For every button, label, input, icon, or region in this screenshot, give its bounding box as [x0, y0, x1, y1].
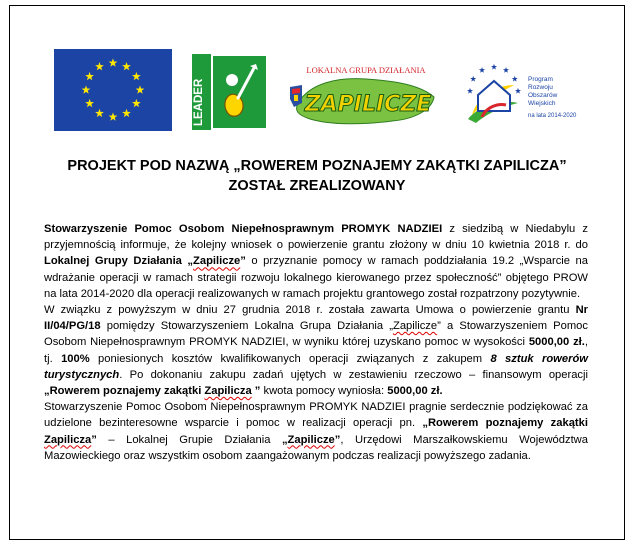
prow-line-4: Wiejskich [528, 100, 556, 107]
text-span: o przyznanie pomocy w ramach poddziałania 19.2 „Wsparcie na wdrażanie operacji w ramach strategii rozwoju lokalnego kierowanego przez społeczność” objętego PROW na lata 2014-2020 dla operacji realizowanych w ramach projektu grantowego został rozpatrzony pozytywnie. [44, 255, 588, 300]
prow-line-1: Program [528, 76, 553, 83]
text-span: poniesionych kosztów kwalifikowanych operacji związanych z zakupem [89, 352, 491, 365]
logo-bar [0, 0, 634, 130]
title-line-2: ZOSTAŁ ZREALIZOWANY [228, 178, 406, 194]
leader-text: LEADER [193, 78, 205, 126]
text-span: z siedzibą w Niedabylu z przyjemnością informuje, że kolejny wniosek o powierzenie grantu złożony w dniu 10 kwietnia 2018 r. do [44, 223, 589, 252]
document-body [44, 221, 588, 464]
prow-star-icon [479, 67, 485, 73]
paragraph-3 [44, 399, 588, 464]
prow-star-icon [491, 64, 497, 70]
amount: 5000,00 zł. [528, 336, 585, 349]
quote-open: „ [281, 433, 288, 446]
text-span: pomiędzy Stowarzyszeniem Lokalna Grupa Działania „ [100, 320, 393, 333]
text-span: , Urzędowi Marszałkowskiemu Województwa Mazowieckiego oraz wszystkim osobom zaangażowanym podczas realizacji powyższego zadania. [44, 433, 588, 462]
text-span: ” a Stowarzyszeniem Pomoc Osobom Niepełnosprawnym PROMYK NADZIEI, w wyniku której uzyskano pomoc w wysokości [44, 320, 588, 349]
text-span: kwota pomocy wyniosła: [260, 385, 388, 398]
prow-star-icon [512, 76, 518, 82]
page-title [14, 156, 620, 196]
prow-star-icon [467, 88, 473, 94]
prow-star-icon [503, 67, 509, 73]
paragraph-1 [44, 221, 588, 302]
org-name: Stowarzyszenie Pomoc Osobom Niepełnosprawnym [44, 223, 335, 235]
lgd-name: Lokalnej Grupy Działania „ [44, 255, 194, 268]
lgd-zapilicze-logo [288, 63, 438, 129]
lgd-top-text: LOKALNA GRUPA DZIAŁANIA [306, 65, 426, 75]
text-span: W związku z powyższym w dniu 27 grudnia 2018 r. została zawarta Umowa o powierzenie grantu [44, 304, 576, 317]
text-span: – Lokalnej Grupie Działania [96, 433, 282, 446]
paragraph-2 [44, 302, 588, 399]
prow-logo [458, 55, 578, 127]
percent: 100% [61, 352, 90, 365]
quote-close: ” [251, 385, 261, 398]
text-span: , tj. [44, 336, 589, 365]
eu-flag-icon [54, 49, 172, 131]
contract-number: Nr II/04/PG/18 [44, 304, 588, 333]
operation-name: „Rowerem poznajemy zakątki [44, 385, 205, 398]
bikes-count: 8 sztuk rowerów turystycznych [44, 352, 588, 381]
prow-years: na lata 2014-2020 [528, 113, 577, 119]
quote-close: ” [334, 433, 341, 446]
text-span: . Po dokonaniu zakupu zadań ujętych w zestawieniu rzeczowo – finansowym operacji [119, 368, 588, 381]
zapilicze-word: Zapilicze [392, 320, 438, 333]
operation-name: „Rowerem poznajemy zakątki [422, 417, 588, 430]
lgd-zapilicze: Zapilicze [193, 255, 241, 268]
title-line-1: PROJEKT POD NAZWĄ „ROWEREM POZNAJEMY ZAKĄTKI ZAPILICZA” [67, 158, 567, 174]
prow-line-3: Obszarów [528, 92, 558, 99]
prow-star-icon [470, 76, 476, 82]
amount-final: 5000,00 zł. [387, 385, 443, 398]
leader-logo [192, 54, 268, 130]
prow-star-icon [515, 88, 521, 94]
text-span: Stowarzyszenie Pomoc Osobom Niepełnosprawnym PROMYK NADZIEI pragnie serdecznie podziękować za udzielone bezinteresowne wsparcie i pomoc w realizacji operacji pn. [44, 401, 588, 430]
zapilicze-word: Zapilicze [287, 433, 335, 446]
lgd-name-text: ZAPILICZE [304, 92, 432, 117]
zapilicza-word: Zapilicza [44, 433, 92, 446]
prow-line-2: Rozwoju [528, 84, 553, 91]
quote-close: ” [240, 255, 246, 268]
quote-close: ” [91, 433, 97, 446]
zapilicza-word: Zapilicza [204, 385, 252, 398]
org-promyk: PROMYK NADZIEI [341, 223, 443, 235]
